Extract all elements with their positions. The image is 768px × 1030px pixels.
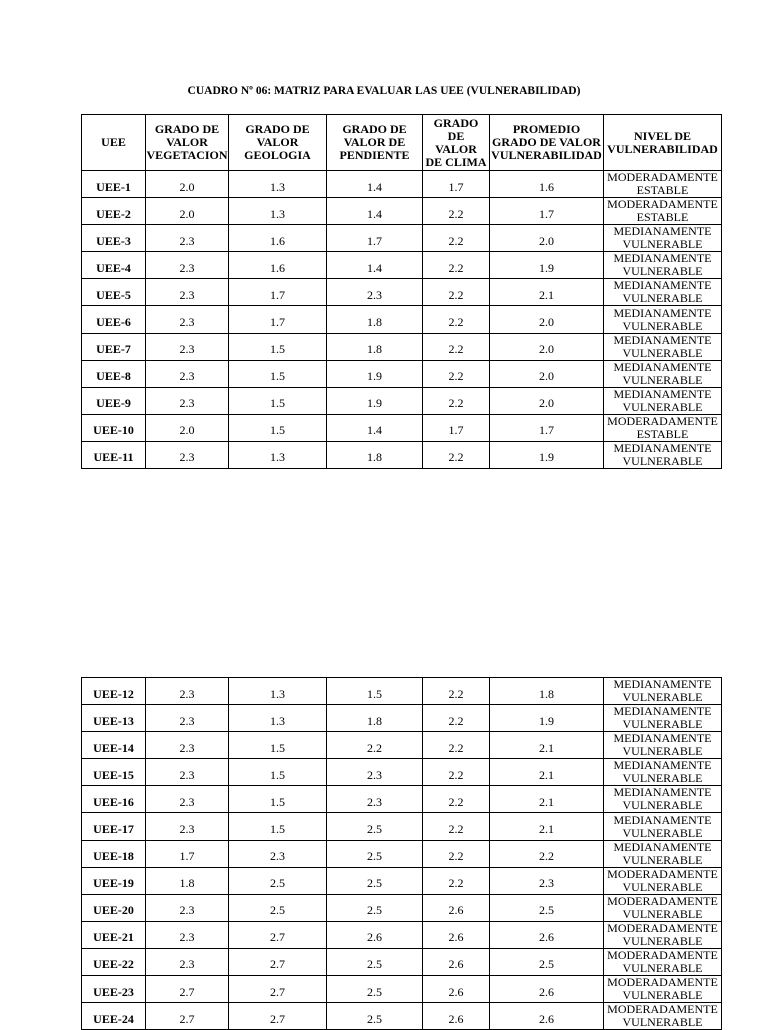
promedio-cell: 2.6: [490, 1003, 604, 1030]
promedio-cell: 1.9: [490, 705, 604, 732]
nivel-line: ESTABLE: [636, 183, 689, 198]
table-row: [82, 225, 722, 252]
uee-cell: UEE-12: [82, 678, 146, 705]
vegetacion-cell: 1.8: [146, 867, 229, 894]
nivel-line: MEDIANAMENTE: [613, 731, 712, 746]
nivel-line: VULNERABLE: [622, 852, 703, 867]
nivel-cell: [604, 225, 722, 252]
nivel-line: MEDIANAMENTE: [613, 278, 712, 293]
table-row: [82, 840, 722, 867]
nivel-line: VULNERABLE: [622, 690, 703, 705]
uee-cell: UEE-21: [82, 921, 146, 948]
clima-cell: 1.7: [423, 414, 490, 441]
vegetacion-cell: 2.3: [146, 759, 229, 786]
nivel-cell: [604, 171, 722, 198]
geologia-cell: 1.3: [229, 441, 327, 468]
pendiente-cell: 2.3: [327, 759, 423, 786]
uee-cell: UEE-15: [82, 759, 146, 786]
header-row: [82, 115, 722, 171]
table-row: [82, 732, 722, 759]
geologia-cell: 1.5: [229, 414, 327, 441]
nivel-line: MEDIANAMENTE: [613, 677, 712, 692]
header-promedio-line-2: GRADO DE VALOR: [492, 135, 601, 149]
pendiente-cell: 2.5: [327, 867, 423, 894]
pendiente-cell: 2.2: [327, 732, 423, 759]
nivel-line: VULNERABLE: [622, 906, 703, 921]
nivel-cell: [604, 414, 722, 441]
pendiente-cell: 1.5: [327, 678, 423, 705]
table-row: [82, 813, 722, 840]
header-clima-line-3: VALOR: [435, 141, 477, 156]
uee-cell: UEE-16: [82, 786, 146, 813]
nivel-line: VULNERABLE: [622, 318, 703, 333]
table-row: [82, 198, 722, 225]
nivel-cell: [604, 333, 722, 360]
nivel-line: MODERADAMENTE: [607, 197, 718, 212]
table-row: [82, 867, 722, 894]
geologia-cell: 1.5: [229, 360, 327, 387]
pendiente-cell: 1.4: [327, 252, 423, 279]
pendiente-cell: 1.8: [327, 441, 423, 468]
promedio-cell: 1.9: [490, 441, 604, 468]
geologia-cell: 1.3: [229, 705, 327, 732]
nivel-line: MEDIANAMENTE: [613, 785, 712, 800]
table-row: [82, 1003, 722, 1030]
nivel-line: MODERADAMENTE: [607, 894, 718, 908]
geologia-cell: 1.5: [229, 387, 327, 414]
promedio-cell: 2.0: [490, 360, 604, 387]
promedio-cell: 2.0: [490, 333, 604, 360]
table-row: [82, 759, 722, 786]
clima-cell: 2.2: [423, 705, 490, 732]
promedio-cell: 1.9: [490, 252, 604, 279]
uee-cell: UEE-9: [82, 387, 146, 414]
uee-cell: UEE-5: [82, 279, 146, 306]
vegetacion-cell: 1.7: [146, 840, 229, 867]
clima-cell: 2.2: [423, 867, 490, 894]
nivel-line: MEDIANAMENTE: [613, 812, 712, 827]
header-pendiente-line-3: PENDIENTE: [339, 148, 410, 162]
promedio-cell: 2.0: [490, 225, 604, 252]
pendiente-cell: 2.5: [327, 948, 423, 975]
page-title: CUADRO Nº 06: MATRIZ PARA EVALUAR LAS UEE (VULNERABILIDAD): [187, 85, 581, 97]
promedio-cell: 1.8: [490, 678, 604, 705]
nivel-line: MEDIANAMENTE: [613, 360, 712, 374]
nivel-cell: [604, 252, 722, 279]
nivel-line: MODERADAMENTE: [607, 867, 718, 881]
header-nivel: [604, 115, 722, 171]
header-pendiente: [327, 115, 423, 171]
clima-cell: 2.2: [423, 252, 490, 279]
nivel-line: MEDIANAMENTE: [613, 840, 712, 854]
vegetacion-cell: 2.3: [146, 678, 229, 705]
nivel-cell: [604, 360, 722, 387]
clima-cell: 2.2: [423, 759, 490, 786]
header-geologia-line-1: GRADO DE: [245, 122, 310, 136]
clima-cell: 2.2: [423, 306, 490, 333]
promedio-cell: 2.6: [490, 921, 604, 948]
vegetacion-cell: 2.3: [146, 894, 229, 921]
header-geologia: [229, 115, 327, 171]
promedio-cell: 1.7: [490, 198, 604, 225]
header-vegetacion-line-3: VEGETACION: [146, 148, 228, 162]
table-row: [82, 306, 722, 333]
nivel-cell: [604, 976, 722, 1003]
nivel-cell: [604, 387, 722, 414]
vegetacion-cell: 2.3: [146, 333, 229, 360]
nivel-line: MEDIANAMENTE: [613, 387, 712, 401]
clima-cell: 2.2: [423, 732, 490, 759]
nivel-cell: [604, 198, 722, 225]
header-promedio: [490, 115, 604, 171]
header-nivel-line-2: VULNERABILIDAD: [607, 141, 718, 156]
clima-cell: 2.2: [423, 387, 490, 414]
pendiente-cell: 2.5: [327, 976, 423, 1003]
table-row: [82, 948, 722, 975]
nivel-line: VULNERABLE: [622, 825, 703, 840]
geologia-cell: 1.7: [229, 279, 327, 306]
nivel-line: MEDIANAMENTE: [613, 251, 712, 266]
pendiente-cell: 1.8: [327, 306, 423, 333]
header-pendiente-line-2: VALOR DE: [343, 135, 406, 149]
nivel-line: MODERADAMENTE: [607, 170, 718, 185]
nivel-line: VULNERABLE: [622, 744, 703, 759]
nivel-line: VULNERABLE: [622, 879, 703, 894]
header-clima-line-1: GRADO: [433, 115, 479, 130]
table-row: [82, 976, 722, 1003]
pendiente-cell: 1.8: [327, 705, 423, 732]
clima-cell: 2.6: [423, 948, 490, 975]
vegetacion-cell: 2.3: [146, 360, 229, 387]
pendiente-cell: 2.5: [327, 894, 423, 921]
pendiente-cell: 1.4: [327, 171, 423, 198]
geologia-cell: 1.5: [229, 786, 327, 813]
table-row: [82, 441, 722, 468]
nivel-line: MODERADAMENTE: [607, 921, 718, 935]
table-2-body: [82, 678, 722, 1030]
vegetacion-cell: 2.3: [146, 225, 229, 252]
geologia-cell: 1.5: [229, 333, 327, 360]
clima-cell: 2.2: [423, 678, 490, 705]
nivel-line: MODERADAMENTE: [607, 414, 718, 428]
pendiente-cell: 1.4: [327, 414, 423, 441]
table-row: [82, 171, 722, 198]
clima-cell: 2.6: [423, 894, 490, 921]
nivel-cell: [604, 840, 722, 867]
header-geologia-line-2: VALOR: [256, 135, 299, 149]
uee-cell: UEE-7: [82, 333, 146, 360]
promedio-cell: 2.0: [490, 306, 604, 333]
nivel-line: VULNERABLE: [622, 372, 703, 387]
pendiente-cell: 2.5: [327, 813, 423, 840]
nivel-line: MODERADAMENTE: [607, 948, 718, 962]
vegetacion-cell: 2.3: [146, 387, 229, 414]
pendiente-cell: 2.5: [327, 1003, 423, 1030]
clima-cell: 2.2: [423, 813, 490, 840]
nivel-line: VULNERABLE: [622, 933, 703, 948]
nivel-line: ESTABLE: [636, 210, 689, 225]
promedio-cell: 2.1: [490, 813, 604, 840]
nivel-cell: [604, 894, 722, 921]
vegetacion-cell: 2.3: [146, 813, 229, 840]
clima-cell: 2.2: [423, 198, 490, 225]
geologia-cell: 1.5: [229, 759, 327, 786]
geologia-cell: 2.3: [229, 840, 327, 867]
promedio-cell: 2.5: [490, 948, 604, 975]
clima-cell: 2.2: [423, 840, 490, 867]
nivel-line: MODERADAMENTE: [607, 975, 718, 990]
nivel-cell: [604, 867, 722, 894]
header-geologia-line-3: GEOLOGIA: [244, 148, 311, 162]
promedio-cell: 2.1: [490, 732, 604, 759]
table-row: [82, 360, 722, 387]
geologia-cell: 2.7: [229, 1003, 327, 1030]
nivel-line: MEDIANAMENTE: [613, 441, 712, 455]
clima-cell: 2.2: [423, 441, 490, 468]
uee-cell: UEE-18: [82, 840, 146, 867]
table-row: [82, 921, 722, 948]
clima-cell: 2.2: [423, 786, 490, 813]
nivel-line: VULNERABLE: [622, 717, 703, 732]
table-row: [82, 252, 722, 279]
uee-cell: UEE-17: [82, 813, 146, 840]
table-row: [82, 894, 722, 921]
nivel-line: MEDIANAMENTE: [613, 305, 712, 320]
table-row: [82, 678, 722, 705]
geologia-cell: 1.3: [229, 198, 327, 225]
nivel-line: VULNERABLE: [622, 453, 703, 468]
uee-cell: UEE-1: [82, 171, 146, 198]
pendiente-cell: 2.6: [327, 921, 423, 948]
geologia-cell: 2.7: [229, 976, 327, 1003]
geologia-cell: 1.3: [229, 171, 327, 198]
nivel-cell: [604, 441, 722, 468]
geologia-cell: 1.5: [229, 732, 327, 759]
promedio-cell: 2.5: [490, 894, 604, 921]
vegetacion-cell: 2.3: [146, 786, 229, 813]
nivel-line: VULNERABLE: [622, 399, 703, 414]
vegetacion-cell: 2.3: [146, 948, 229, 975]
header-clima-line-2: DE: [447, 128, 465, 143]
table-row: [82, 786, 722, 813]
vegetacion-cell: 2.3: [146, 732, 229, 759]
header-promedio-line-3: VULNERABILIDAD: [491, 148, 602, 162]
geologia-cell: 1.6: [229, 225, 327, 252]
geologia-cell: 1.3: [229, 678, 327, 705]
pendiente-cell: 1.4: [327, 198, 423, 225]
promedio-cell: 1.7: [490, 414, 604, 441]
vegetacion-cell: 2.0: [146, 171, 229, 198]
header-pendiente-line-1: GRADO DE: [342, 122, 407, 136]
nivel-line: MODERADAMENTE: [607, 1002, 718, 1017]
nivel-line: VULNERABLE: [622, 960, 703, 975]
nivel-cell: [604, 921, 722, 948]
geologia-cell: 1.6: [229, 252, 327, 279]
table-row: [82, 279, 722, 306]
geologia-cell: 2.7: [229, 921, 327, 948]
nivel-cell: [604, 678, 722, 705]
vegetacion-cell: 2.7: [146, 1003, 229, 1030]
promedio-cell: 2.0: [490, 387, 604, 414]
vegetacion-cell: 2.7: [146, 976, 229, 1003]
nivel-line: VULNERABLE: [622, 264, 703, 279]
promedio-cell: 2.1: [490, 279, 604, 306]
table-row: [82, 414, 722, 441]
nivel-cell: [604, 813, 722, 840]
nivel-line: MEDIANAMENTE: [613, 758, 712, 773]
pendiente-cell: 1.8: [327, 333, 423, 360]
vulnerability-table-part-1: [81, 114, 722, 469]
nivel-cell: [604, 1003, 722, 1030]
geologia-cell: 2.5: [229, 867, 327, 894]
promedio-cell: 2.1: [490, 786, 604, 813]
nivel-line: ESTABLE: [636, 426, 689, 441]
uee-cell: UEE-10: [82, 414, 146, 441]
clima-cell: 2.2: [423, 333, 490, 360]
header-nivel-line-1: NIVEL DE: [633, 128, 692, 143]
header-vegetacion: [146, 115, 229, 171]
vegetacion-cell: 2.0: [146, 414, 229, 441]
header-vegetacion-line-1: GRADO DE: [154, 122, 220, 136]
vegetacion-cell: 2.0: [146, 198, 229, 225]
nivel-line: MEDIANAMENTE: [613, 704, 712, 719]
geologia-cell: 2.5: [229, 894, 327, 921]
table-row: [82, 705, 722, 732]
header-vegetacion-line-2: VALOR: [166, 135, 208, 149]
vegetacion-cell: 2.3: [146, 306, 229, 333]
clima-cell: 2.2: [423, 360, 490, 387]
vegetacion-cell: 2.3: [146, 252, 229, 279]
nivel-line: VULNERABLE: [622, 345, 703, 360]
pendiente-cell: 1.9: [327, 387, 423, 414]
uee-cell: UEE-11: [82, 441, 146, 468]
clima-cell: 2.2: [423, 225, 490, 252]
nivel-line: VULNERABLE: [622, 798, 703, 813]
nivel-cell: [604, 759, 722, 786]
nivel-cell: [604, 732, 722, 759]
clima-cell: 2.6: [423, 1003, 490, 1030]
pendiente-cell: 1.9: [327, 360, 423, 387]
nivel-line: MEDIANAMENTE: [613, 333, 712, 347]
vegetacion-cell: 2.3: [146, 705, 229, 732]
vulnerability-table-part-2: [81, 677, 722, 1030]
geologia-cell: 2.7: [229, 948, 327, 975]
pendiente-cell: 2.5: [327, 840, 423, 867]
table-row: [82, 387, 722, 414]
uee-cell: UEE-6: [82, 306, 146, 333]
uee-cell: UEE-14: [82, 732, 146, 759]
table-1-body: [82, 171, 722, 469]
nivel-cell: [604, 705, 722, 732]
vegetacion-cell: 2.3: [146, 921, 229, 948]
nivel-cell: [604, 786, 722, 813]
pendiente-cell: 2.3: [327, 786, 423, 813]
clima-cell: 1.7: [423, 171, 490, 198]
nivel-cell: [604, 279, 722, 306]
uee-cell: UEE-2: [82, 198, 146, 225]
nivel-line: VULNERABLE: [622, 1015, 703, 1030]
geologia-cell: 1.7: [229, 306, 327, 333]
nivel-line: VULNERABLE: [622, 291, 703, 306]
uee-cell: UEE-19: [82, 867, 146, 894]
clima-cell: 2.6: [423, 976, 490, 1003]
nivel-cell: [604, 948, 722, 975]
nivel-line: MEDIANAMENTE: [613, 224, 712, 239]
uee-cell: UEE-22: [82, 948, 146, 975]
vegetacion-cell: 2.3: [146, 441, 229, 468]
pendiente-cell: 1.7: [327, 225, 423, 252]
uee-cell: UEE-20: [82, 894, 146, 921]
clima-cell: 2.2: [423, 279, 490, 306]
promedio-cell: 2.1: [490, 759, 604, 786]
vegetacion-cell: 2.3: [146, 279, 229, 306]
pendiente-cell: 2.3: [327, 279, 423, 306]
promedio-cell: 2.3: [490, 867, 604, 894]
nivel-line: VULNERABLE: [622, 237, 703, 252]
nivel-line: VULNERABLE: [622, 988, 703, 1003]
nivel-cell: [604, 306, 722, 333]
promedio-cell: 2.6: [490, 976, 604, 1003]
uee-cell: UEE-3: [82, 225, 146, 252]
uee-cell: UEE-24: [82, 1003, 146, 1030]
clima-cell: 2.6: [423, 921, 490, 948]
header-clima-line-4: DE CLIMA: [425, 154, 487, 169]
uee-cell: UEE-4: [82, 252, 146, 279]
uee-cell: UEE-13: [82, 705, 146, 732]
nivel-line: VULNERABLE: [622, 771, 703, 786]
header-uee: UEE: [82, 115, 146, 171]
uee-cell: UEE-23: [82, 976, 146, 1003]
promedio-cell: 2.2: [490, 840, 604, 867]
header-clima: [423, 115, 490, 171]
promedio-cell: 1.6: [490, 171, 604, 198]
header-promedio-line-1: PROMEDIO: [512, 122, 581, 136]
uee-cell: UEE-8: [82, 360, 146, 387]
geologia-cell: 1.5: [229, 813, 327, 840]
table-row: [82, 333, 722, 360]
